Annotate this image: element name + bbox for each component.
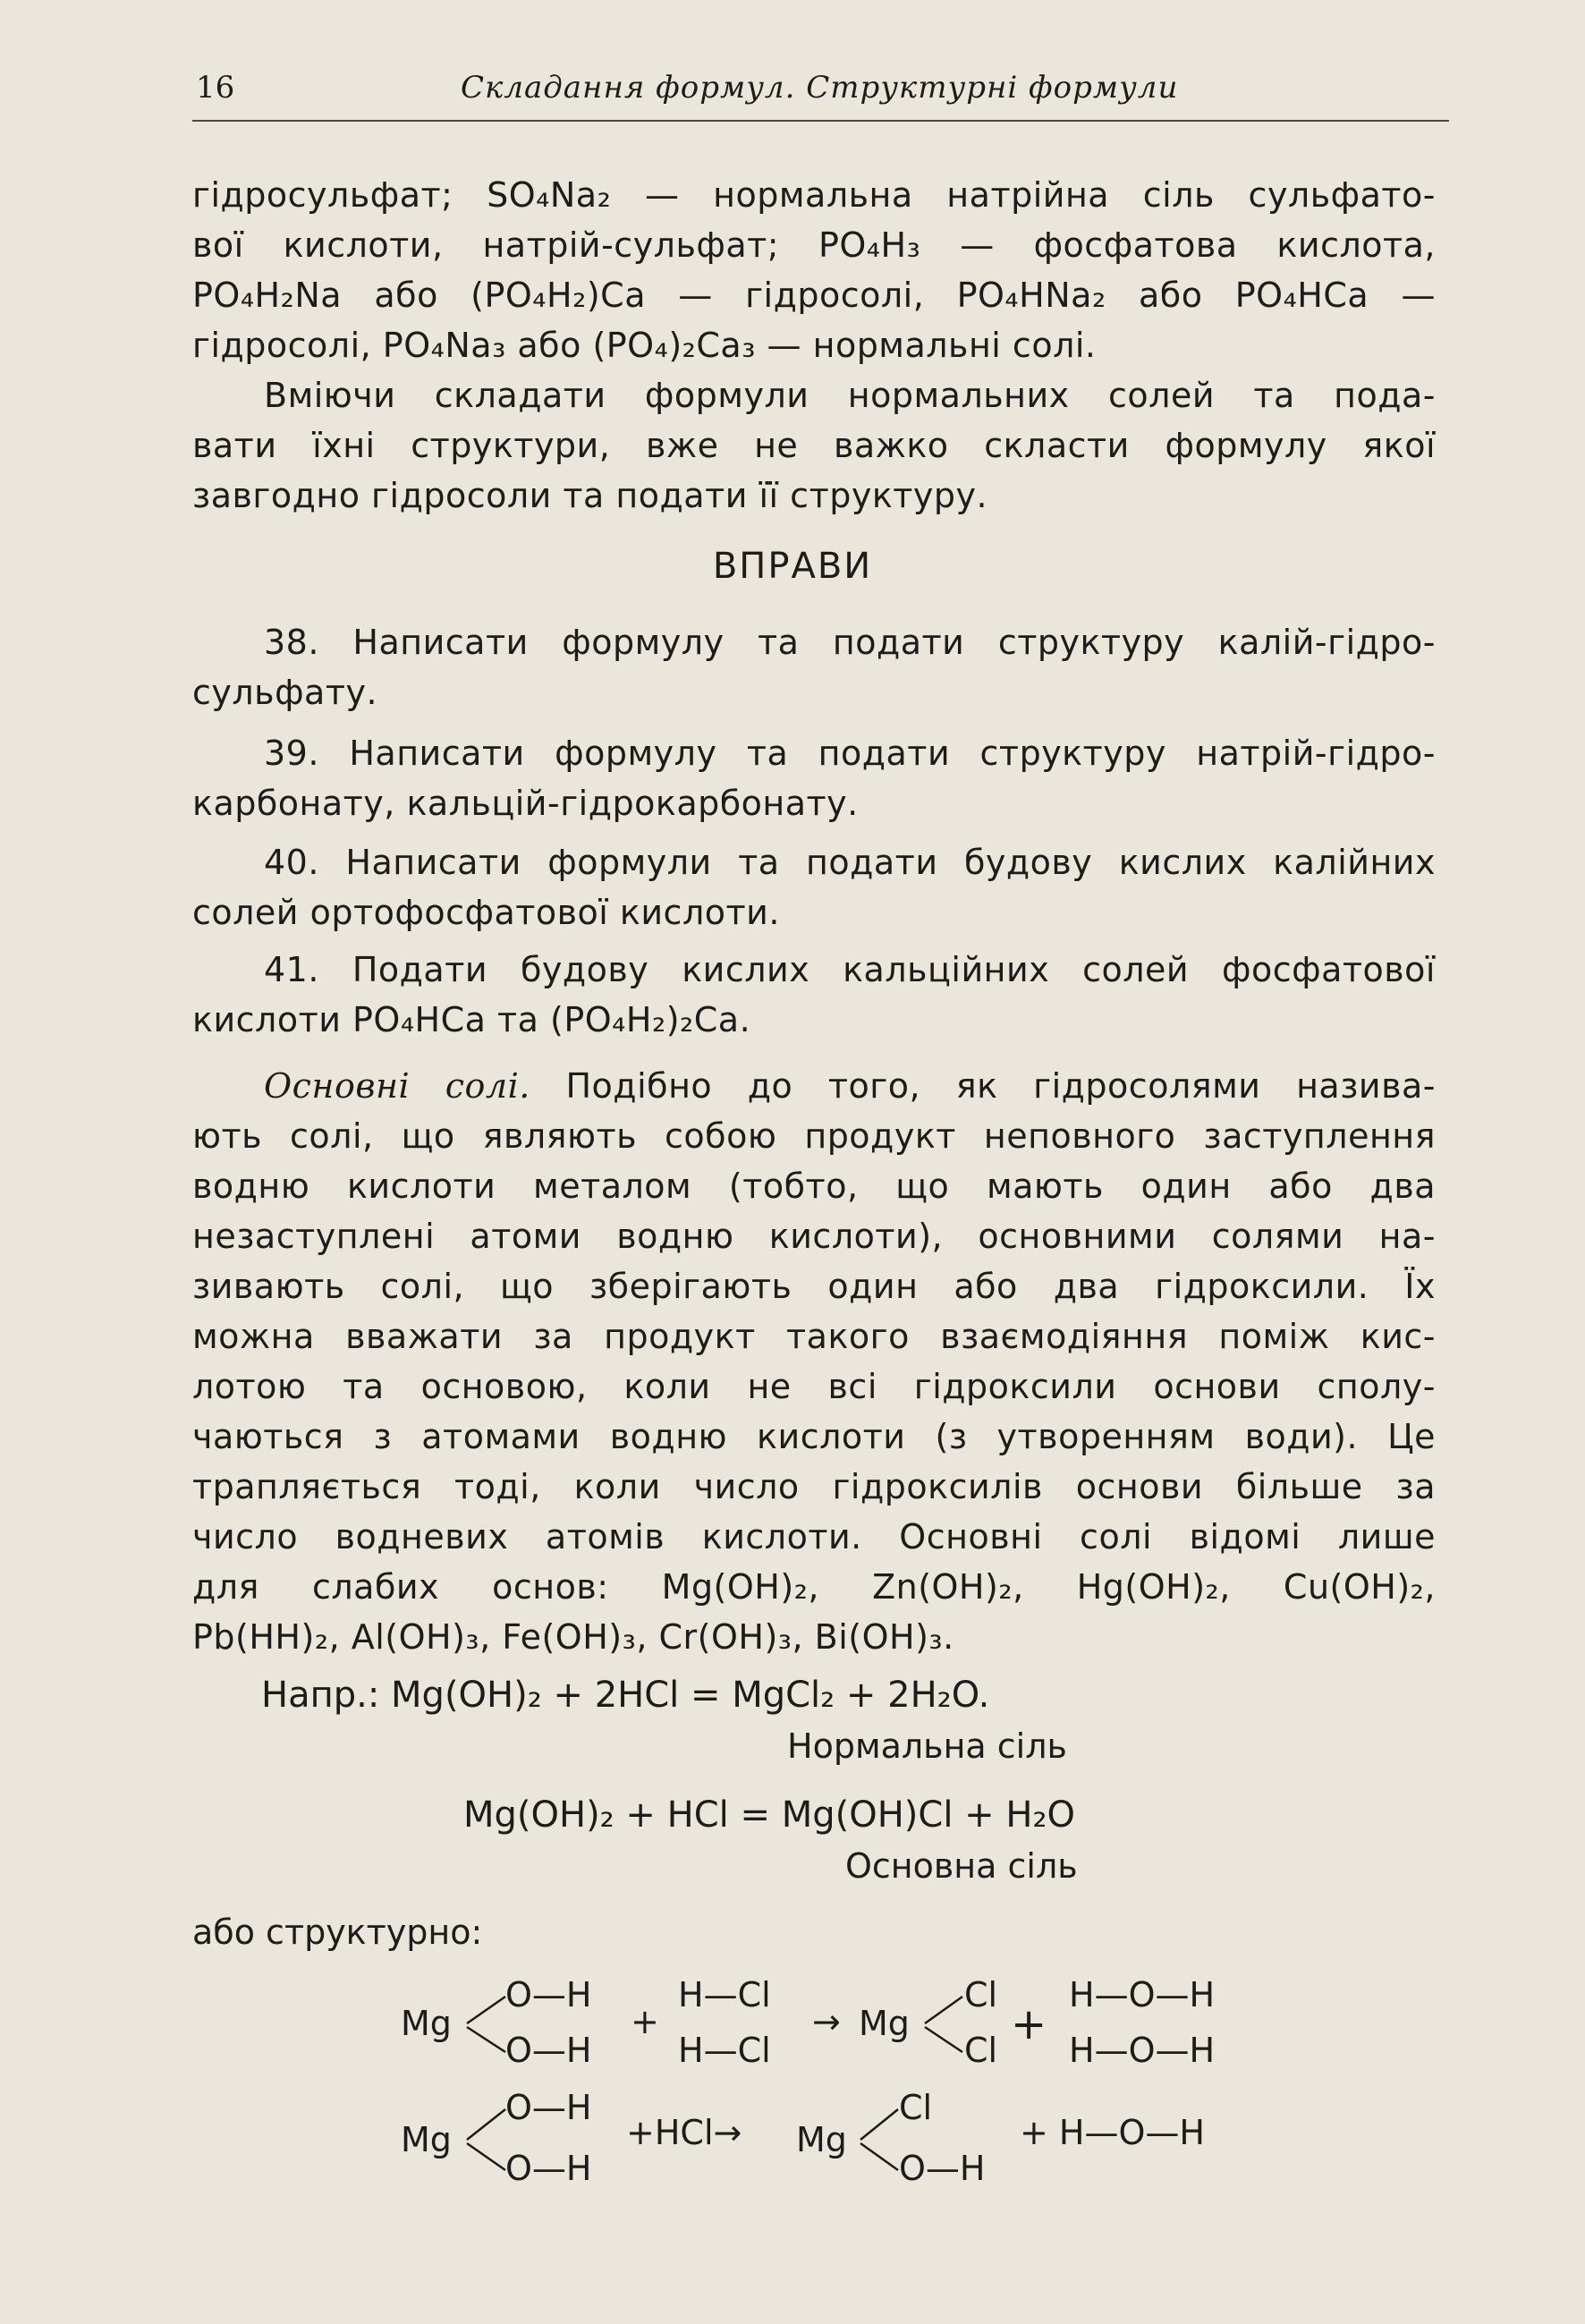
- hydroxyl-bottom: O—H: [505, 2149, 592, 2188]
- text-line: Pb(HH)₂, Al(OH)₃, Fe(OH)₃, Cr(OH)₃, Bi(OH)₃.: [192, 1617, 954, 1657]
- text-line: PO₄H₂Na або (PO₄H₂)Ca — гідросолі, PO₄HNa₂ або PO₄HCa —: [192, 276, 1436, 315]
- text-line: водню кислоти металом (тобто, що мають один або два: [192, 1166, 1436, 1206]
- text-line: можна вважати за продукт такого взаємодіяння поміж кис-: [192, 1317, 1436, 1356]
- text-line: число водневих атомів кислоти. Основні солі відомі лише: [192, 1517, 1436, 1556]
- text-line: трапляється тоді, коли число гідроксилів основи більше за: [192, 1467, 1436, 1506]
- mg-symbol: Mg: [859, 2004, 910, 2043]
- mg-symbol: Mg: [401, 2004, 452, 2043]
- text-line: чаються з атомами водню кислоти (з утворенням води). Це: [192, 1417, 1436, 1456]
- cl-top: Cl: [899, 2088, 933, 2127]
- text-line: лотою та основою, коли не всі гідроксили основи сполу-: [192, 1367, 1436, 1406]
- hydroxyl-top: O—H: [505, 2088, 592, 2127]
- hydroxyl-bottom: O—H: [505, 2031, 592, 2070]
- mg-symbol: Mg: [401, 2120, 452, 2159]
- arrow: →: [812, 2002, 841, 2041]
- cl-bottom: Cl: [964, 2031, 998, 2070]
- equation-normal-salt: Напр.: Mg(OH)₂ + 2HCl = MgCl₂ + 2H₂O.: [261, 1675, 990, 1716]
- text-line: гідросульфат; SO₄Na₂ — нормальна натрійна сіль сульфато-: [192, 175, 1436, 215]
- bond-line: [925, 2027, 962, 2052]
- bond-line: [467, 2027, 505, 2052]
- text-line: зивають солі, що зберігають один або два гідроксили. Їх: [192, 1267, 1436, 1306]
- water-bottom: H—O—H: [1069, 2031, 1216, 2070]
- exercise-41-cont: кислоти PO₄HCa та (PO₄H₂)₂Ca.: [192, 1000, 751, 1039]
- page-number: 16: [196, 70, 235, 106]
- plus-sign: +: [1011, 1999, 1047, 2049]
- text-line: гідросолі, PO₄Na₃ або (PO₄)₂Ca₃ — нормальні солі.: [192, 326, 1097, 365]
- plus-water: + H—O—H: [1020, 2113, 1205, 2152]
- text-line: ють солі, що являють собою продукт неповного заступлення: [192, 1116, 1436, 1156]
- hydroxyl-bottom: O—H: [899, 2149, 986, 2188]
- bond-line: [467, 2109, 505, 2140]
- structural-intro: або структурно:: [192, 1913, 483, 1952]
- plus-sign: +: [631, 2002, 659, 2041]
- hcl-top: H—Cl: [678, 1975, 771, 2014]
- bond-line: [467, 2143, 505, 2170]
- running-title: Складання формул. Структурні формули: [461, 70, 1179, 106]
- text-line: вати їхні структури, вже не важко скласти формулу якої: [192, 426, 1436, 465]
- exercise-39: 39. Написати формулу та подати структуру натрій-гідро-: [264, 734, 1436, 773]
- text-line: завгодно гідросоли та подати її структуру.: [192, 476, 988, 515]
- text-line: Вміючи складати формули нормальних солей та пода-: [264, 376, 1436, 415]
- exercise-38-cont: сульфату.: [192, 673, 378, 712]
- mg-symbol: Mg: [796, 2120, 847, 2159]
- equation-basic-salt: Mg(OH)₂ + HCl = Mg(OH)Cl + H₂O: [463, 1794, 1075, 1836]
- bond-line: [860, 2143, 898, 2170]
- exercise-40-cont: солей ортофосфатової кислоти.: [192, 893, 780, 932]
- exercise-39-cont: карбонату, кальцій-гідрокарбонату.: [192, 784, 859, 823]
- hydroxyl-top: O—H: [505, 1975, 592, 2014]
- bond-line: [467, 1997, 505, 2023]
- bond-line: [925, 1997, 962, 2023]
- text-line: для слабих основ: Mg(OH)₂, Zn(OH)₂, Hg(OH)₂, Cu(OH)₂,: [192, 1567, 1436, 1607]
- exercise-38: 38. Написати формулу та подати структуру калій-гідро-: [264, 623, 1436, 662]
- label-normal-salt: Нормальна сіль: [787, 1726, 1067, 1766]
- term-basic-salts: Основні солі.: [264, 1066, 530, 1106]
- cl-top: Cl: [964, 1975, 998, 2014]
- text-fragment: Подібно до того, як гідросолями назива-: [565, 1066, 1436, 1106]
- exercises-heading: ВПРАВИ: [712, 546, 873, 587]
- exercise-41: 41. Подати будову кислих кальційних солей фосфатової: [264, 950, 1436, 989]
- hcl-bottom: H—Cl: [678, 2031, 771, 2070]
- plus-hcl-arrow: +HCl→: [626, 2113, 742, 2152]
- exercise-40: 40. Написати формули та подати будову кислих калійних: [264, 843, 1436, 882]
- label-basic-salt: Основна сіль: [845, 1846, 1078, 1886]
- text-line: незаступлені атоми водню кислоти), основними солями на-: [192, 1217, 1436, 1256]
- water-top: H—O—H: [1069, 1975, 1216, 2014]
- bond-line: [860, 2109, 898, 2140]
- text-line: вої кислоти, натрій-сульфат; PO₄H₃ — фосфатова кислота,: [192, 225, 1436, 265]
